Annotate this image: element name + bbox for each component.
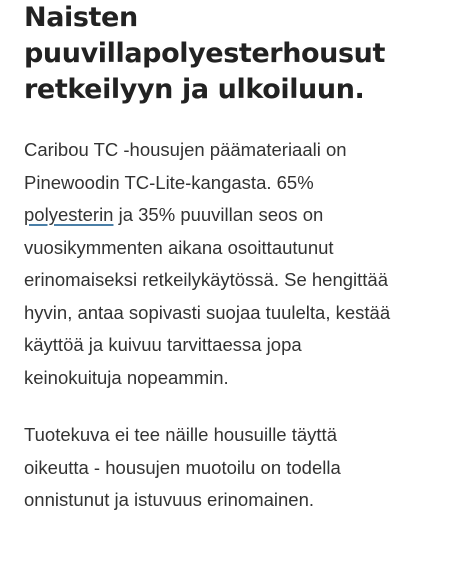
paragraph-line: vuosikymmenten aikana osoittautunut [24, 236, 334, 258]
product-heading [24, 0, 454, 108]
paragraph-line: hyvin, antaa sopivasti suojaa tuulelta, kestää [24, 301, 391, 323]
paragraph-line: keinokuituja nopeammin. [24, 366, 229, 388]
paragraph-line: Pinewoodin TC-Lite-kangasta. 65% [24, 171, 314, 193]
article-content [24, 0, 454, 517]
paragraph-line: käyttöä ja kuivuu tarvittaessa jopa [24, 334, 302, 355]
paragraph-line: Tuotekuva ei tee näille housuille täyttä [24, 424, 337, 445]
material-paragraph [24, 134, 454, 394]
paragraph-line [24, 199, 454, 232]
fit-paragraph [24, 419, 454, 517]
paragraph-text: ja 35% puuvillan seos on [113, 204, 324, 225]
paragraph-line: erinomaiseksi retkeilykäytössä. Se hengittää [24, 269, 389, 290]
heading-line-2: puuvillapolyesterhousut [24, 38, 385, 69]
heading-line-1: Naisten [24, 2, 138, 33]
paragraph-line: oikeutta - housujen muotoilu on todella [24, 456, 341, 478]
heading-line-3: retkeilyyn ja ulkoiluun. [24, 74, 365, 105]
polyester-link[interactable]: polyesterin [24, 204, 114, 225]
paragraph-line: onnistunut ja istuvuus erinomainen. [24, 489, 315, 510]
paragraph-line: Caribou TC -housujen päämateriaali on [24, 139, 347, 160]
